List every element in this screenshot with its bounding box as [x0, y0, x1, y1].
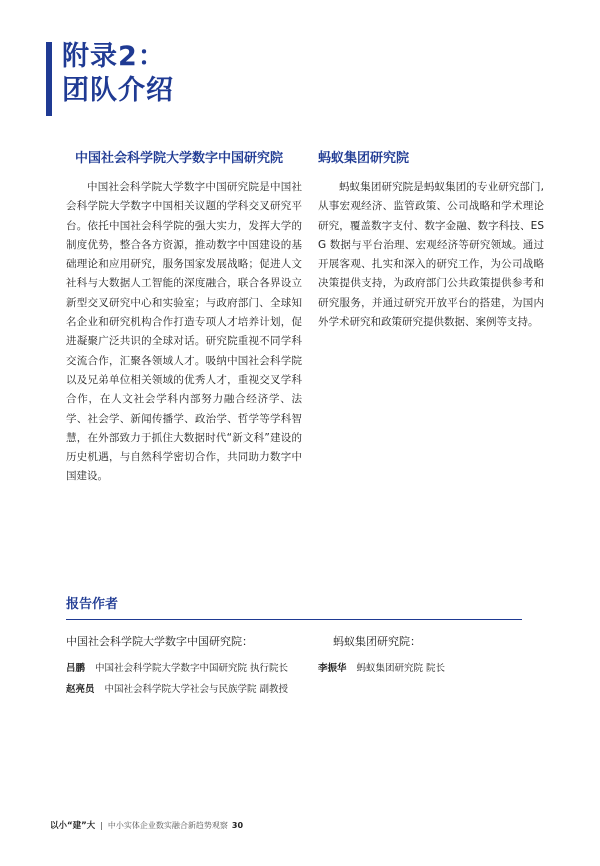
footer-brand: 以小“建”大: [50, 821, 96, 831]
page-title-line2: 团队介绍: [62, 75, 174, 106]
authors-heading: 报告作者: [66, 597, 119, 612]
author-entry: [318, 662, 445, 676]
left-column-title: 中国社会科学院大学数字中国研究院: [74, 151, 283, 166]
authors-org-right: 蚂蚁集团研究院：: [333, 635, 421, 648]
left-column: [66, 150, 302, 487]
author-entry: [66, 662, 288, 676]
page-number: 30: [231, 821, 244, 830]
authors-org-left: 中国社会科学院大学数字中国研究院：: [66, 635, 253, 648]
author-role: 蚂蚁集团研究院 院长: [356, 663, 446, 674]
page-footer: [50, 820, 243, 832]
author-name: 赵亮员: [66, 684, 95, 695]
page-title-line1: 附录2：: [62, 41, 166, 72]
right-column-title: 蚂蚁集团研究院: [318, 151, 410, 166]
title-accent-bar: [46, 42, 52, 116]
authors-divider: [66, 619, 522, 620]
author-name: 李振华: [318, 663, 347, 674]
author-entry: [66, 683, 288, 697]
left-column-body: 中国社会科学院大学数字中国研究院是中国社会科学院大学数字中国相关议题的学科交叉研究平台。依托中国社会科学院的强大实力，发挥大学的制度优势，整合各方资源，推动数字中国建设的基础理论和应用研究，服务国家发展战略；促进人文社科与大数据人工智能的深度融合，联合各界设立新型交叉研究中心和实验室；与政府部门、全球知名企业和研究机构合作打造专项人才培养计划，促进凝聚广泛共识的全球对话。研究院重视不同学科交流合作，汇聚各领域人才。吸纳中国社会科学院以及兄弟单位相关领域的优秀人才，重视交叉学科合作，在人文社会学科内部努力融合经济学、法学、社会学、新闻传播学、政治学、哲学等学科智慧，在外部致力于抓住大数据时代“新文科”建设的历史机遇，与自然科学密切合作，共同助力数字中国建设。: [66, 181, 302, 483]
authors-section: [66, 596, 522, 620]
author-name: 吕鹏: [66, 663, 86, 674]
footer-subtitle: 中小实体企业数实融合新趋势观察: [107, 821, 228, 830]
author-role: 中国社会科学院大学数字中国研究院 执行院长: [95, 663, 289, 674]
right-column-body: 蚂蚁集团研究院是蚂蚁集团的专业研究部门,从事宏观经济、监管政策、公司战略和学术理论研究，覆盖数字支付、数字金融、数字科技、ESG 数据与平台治理、宏观经济等研究领域。通过开展客观、扎实和深入的研究工作，为公司战略决策提供支持，为政府部门公共政策提供参考和研究服务，并通过研究开放平台的搭建，为国内外学术研究和政策研究提供数据、案例等支持。: [318, 181, 544, 329]
author-role: 中国社会科学院大学社会与民族学院 副教授: [104, 684, 289, 695]
page-title: [62, 40, 174, 108]
footer-separator: |: [100, 821, 103, 830]
right-column: [318, 150, 544, 332]
